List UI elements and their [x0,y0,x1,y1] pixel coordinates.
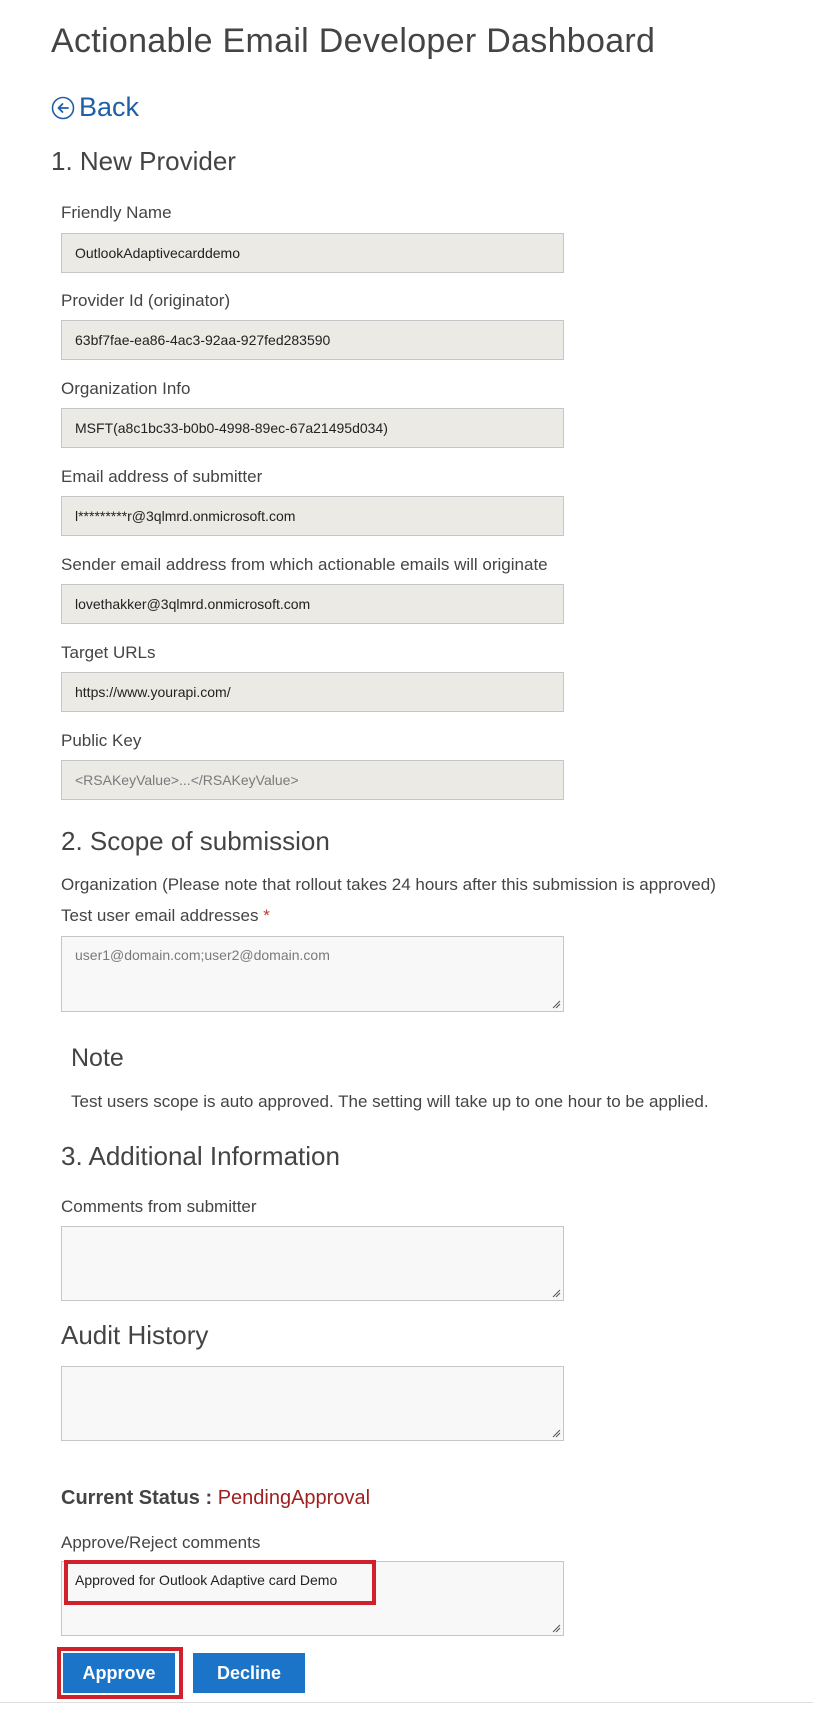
friendly-name-field[interactable]: OutlookAdaptivecarddemo [61,233,564,273]
bottom-divider [0,1702,813,1703]
page-title: Actionable Email Developer Dashboard [51,22,656,60]
audit-history-title: Audit History [61,1320,209,1350]
review-comments-value: Approved for Outlook Adaptive card Demo [75,1572,338,1588]
target-urls-label: Target URLs [61,643,156,662]
public-key-field[interactable]: <RSAKeyValue>...</RSAKeyValue> [61,760,564,800]
test-users-textarea[interactable] [61,936,564,1012]
resize-grip-icon[interactable] [551,1623,561,1633]
test-users-label [61,906,270,926]
submitter-email-label: Email address of submitter [61,467,263,486]
section-title-new-provider: 1. New Provider [51,146,236,176]
friendly-name-label: Friendly Name [61,203,172,222]
public-key-label: Public Key [61,731,142,750]
required-mark: * [263,906,270,925]
note-text: Test users scope is auto approved. The setting will take up to one hour to be applied. [71,1092,709,1111]
section-title-scope: 2. Scope of submission [61,826,330,856]
sender-email-label: Sender email address from which actionable emails will originate [61,555,548,574]
review-comments-label: Approve/Reject comments [61,1533,261,1552]
back-arrow-icon [51,96,75,120]
current-status-label: Current Status : [61,1487,213,1509]
submitter-email-field[interactable]: l*********r@3qlmrd.onmicrosoft.com [61,496,564,536]
approve-button[interactable]: Approve [63,1653,175,1693]
organization-info-field[interactable]: MSFT(a8c1bc33-b0b0-4998-89ec-67a21495d034) [61,408,564,448]
note-title: Note [71,1044,124,1072]
audit-history-textarea[interactable] [61,1366,564,1441]
resize-grip-icon[interactable] [551,1288,561,1298]
section-title-additional-info: 3. Additional Information [61,1141,340,1171]
back-label: Back [79,92,140,122]
provider-id-field[interactable]: 63bf7fae-ea86-4ac3-92aa-927fed283590 [61,320,564,360]
organization-info-label: Organization Info [61,379,191,398]
target-urls-field[interactable]: https://www.yourapi.com/ [61,672,564,712]
current-status-value: PendingApproval [217,1487,371,1509]
provider-id-label: Provider Id (originator) [61,291,231,310]
resize-grip-icon[interactable] [551,1428,561,1438]
test-users-label-text: Test user email addresses [61,906,259,925]
approve-highlight-box [57,1647,183,1699]
organization-scope-note: Organization (Please note that rollout takes 24 hours after this submission is approved) [61,875,716,894]
decline-button[interactable]: Decline [193,1653,305,1693]
sender-email-field[interactable]: lovethakker@3qlmrd.onmicrosoft.com [61,584,564,624]
comment-highlight-box [64,1560,376,1605]
comments-label: Comments from submitter [61,1197,257,1216]
test-users-placeholder: user1@domain.com;user2@domain.com [75,947,330,963]
comments-textarea[interactable] [61,1226,564,1301]
current-status [61,1487,370,1510]
resize-grip-icon[interactable] [551,999,561,1009]
back-link[interactable] [51,92,139,123]
